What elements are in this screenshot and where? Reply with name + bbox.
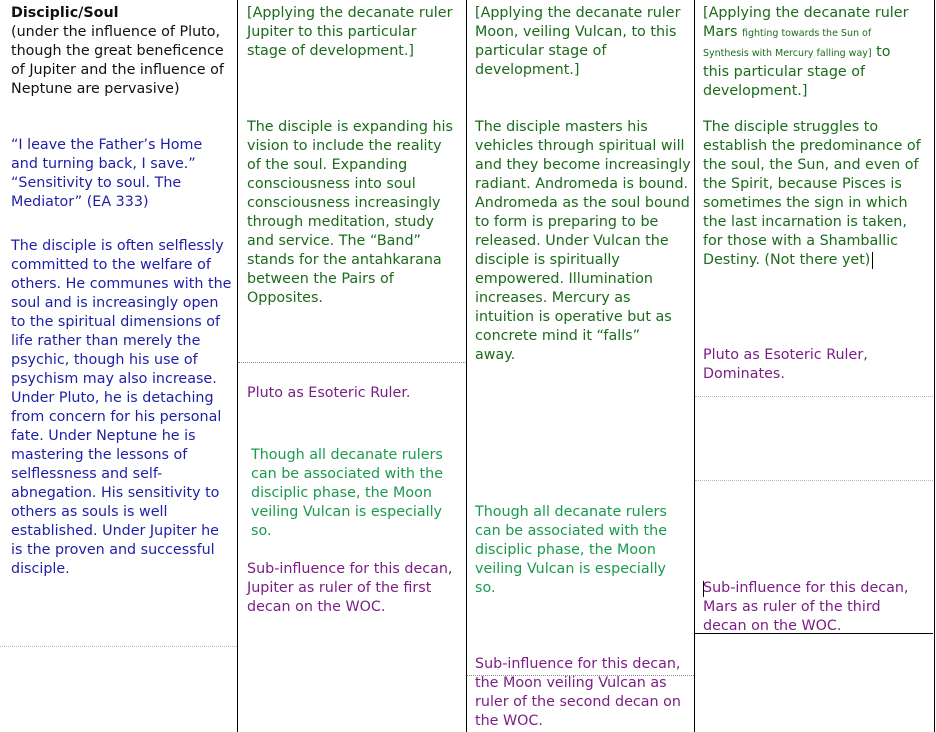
col2-note-line: Though all decanate rulers xyxy=(251,447,443,463)
col2-body-line: consciousness increasingly xyxy=(247,195,441,211)
table-right-border xyxy=(934,0,935,732)
col1-quote xyxy=(11,136,202,212)
col4-sub-line: Mars as ruler of the third xyxy=(703,599,881,615)
col1-body-line: is the proven and successful xyxy=(11,542,215,558)
col2-body-line: vision to include the reality xyxy=(247,138,442,154)
col1-quote-line: “Sensitivity to soul. The xyxy=(11,175,182,191)
cell-divider xyxy=(0,646,237,647)
col1-subtitle-line: Neptune are pervasive) xyxy=(11,81,180,97)
text-cursor xyxy=(703,581,704,597)
col3-body-line: released. Under Vulcan the xyxy=(475,233,669,249)
col2-body-line: The disciple is expanding his xyxy=(247,119,453,135)
col2-header xyxy=(247,4,452,61)
col3-note xyxy=(475,503,667,598)
col2-header-line: [Applying the decanate ruler xyxy=(247,5,453,21)
col1-subtitle-line: of Jupiter and the influence of xyxy=(11,62,224,78)
col2-sub-influence xyxy=(247,560,452,617)
col3-header-line: [Applying the decanate ruler xyxy=(475,5,681,21)
col2-esoteric-ruler xyxy=(247,384,410,403)
col1-body-line: abnegation. His sensitivity to xyxy=(11,485,220,501)
column-divider xyxy=(466,0,467,732)
col4-body xyxy=(703,118,921,270)
col2-body-line: between the Pairs of xyxy=(247,271,394,287)
col1-body-line: mastering the lessons of xyxy=(11,447,188,463)
col4-sub-line: decan on the WOC. xyxy=(703,618,842,634)
col1-body-line: others. He communes with the xyxy=(11,276,232,292)
text-cursor xyxy=(872,252,873,269)
col1-subtitle-line: though the great beneficence xyxy=(11,43,224,59)
col2-body-line: of the soul. Expanding xyxy=(247,157,408,173)
col1-body-line: committed to the welfare of xyxy=(11,257,211,273)
col2-note-line: veiling Vulcan is especially xyxy=(251,504,443,520)
col3-body-line: and they become increasingly xyxy=(475,157,691,173)
col2-body-line: stands for the antahkarana xyxy=(247,252,442,268)
col4-header-line xyxy=(703,23,908,43)
col4-body-line: the last incarnation is taken, xyxy=(703,214,907,230)
cell-divider xyxy=(238,362,466,363)
col1-title: Disciplic/Soul xyxy=(11,5,119,21)
col1-quote-line: and turning back, I save.” xyxy=(11,156,196,172)
col3-body xyxy=(475,118,691,365)
col4-header-line xyxy=(703,43,908,63)
col1-body-line: psychic, though his use of xyxy=(11,352,198,368)
col4-sub-influence xyxy=(703,579,908,636)
col3-body-line: increases. Mercury as xyxy=(475,290,631,306)
col1-body-line: to the spiritual dimensions of xyxy=(11,314,221,330)
col4-esoteric-line: Pluto as Esoteric Ruler, xyxy=(703,347,868,363)
col3-note-line: veiling Vulcan is especially xyxy=(475,561,667,577)
col1-body-line: selflessness and self- xyxy=(11,466,163,482)
col3-body-line: to form is preparing to be xyxy=(475,214,659,230)
col1-heading xyxy=(11,4,224,99)
col3-header-line: development.] xyxy=(475,62,580,78)
cell-divider xyxy=(695,480,933,481)
col3-body-line: concrete mind it “falls” xyxy=(475,328,641,344)
col4-header-mars: Mars xyxy=(703,24,738,40)
col4-body-line: Destiny. (Not there yet) xyxy=(703,252,871,268)
col3-note-line: Though all decanate rulers xyxy=(475,504,667,520)
column-divider xyxy=(237,0,238,732)
cell-divider xyxy=(695,396,933,397)
col2-note xyxy=(251,446,443,541)
col3-sub-influence xyxy=(475,655,681,731)
col1-body-line: established. Under Jupiter he xyxy=(11,523,219,539)
col1-body xyxy=(11,237,231,579)
col2-body-line: Opposites. xyxy=(247,290,323,306)
col4-header-line: this particular stage of xyxy=(703,64,866,80)
col3-note-line: can be associated with the xyxy=(475,523,668,539)
col3-note-line: disciplic phase, the Moon xyxy=(475,542,656,558)
col2-header-line: stage of development.] xyxy=(247,43,414,59)
col2-body xyxy=(247,118,453,308)
col3-body-line: radiant. Andromeda is bound. xyxy=(475,176,689,192)
col1-body-line: The disciple is often selflessly xyxy=(11,238,224,254)
col1-body-line: Under Pluto, he is detaching xyxy=(11,390,214,406)
col3-body-line: empowered. Illumination xyxy=(475,271,653,287)
col4-body-line: for those with a Shamballic xyxy=(703,233,899,249)
col2-header-line: Jupiter to this particular xyxy=(247,24,417,40)
col4-body-line: establish the predominance of xyxy=(703,138,921,154)
col4-sub-line: Sub-influence for this decan, xyxy=(703,580,909,596)
col4-body-line: sometimes the sign in which xyxy=(703,195,908,211)
col3-body-line: disciple is spiritually xyxy=(475,252,620,268)
col3-body-line: Andromeda as the soul bound xyxy=(475,195,690,211)
col3-sub-line: the Moon veiling Vulcan as xyxy=(475,675,667,691)
col2-note-line: disciplic phase, the Moon xyxy=(251,485,432,501)
col2-sub-line: Jupiter as ruler of the first xyxy=(247,580,432,596)
col2-note-line: can be associated with the xyxy=(251,466,444,482)
col4-body-line: the soul, the Sun, and even of xyxy=(703,157,919,173)
col3-sub-line: ruler of the second decan on xyxy=(475,694,681,710)
col2-sub-line: Sub-influence for this decan, xyxy=(247,561,453,577)
col2-body-line: through meditation, study xyxy=(247,214,434,230)
col1-body-line: psychism may also increase. xyxy=(11,371,217,387)
col3-sub-line: the WOC. xyxy=(475,713,543,729)
col3-body-line: vehicles through spiritual will xyxy=(475,138,685,154)
col2-body-line: and service. The “Band” xyxy=(247,233,421,249)
col4-header-small: fighting towards the Sun of xyxy=(741,28,872,39)
col1-body-line: others as souls is well xyxy=(11,504,168,520)
col3-body-line: intuition is operative but as xyxy=(475,309,672,325)
col1-subtitle-line: (under the influence of Pluto, xyxy=(11,24,221,40)
col4-body-line: the Spirit, because Pisces is xyxy=(703,176,902,192)
col3-body-line: away. xyxy=(475,347,516,363)
col4-body-line: The disciple struggles to xyxy=(703,119,879,135)
col4-header-line: development.] xyxy=(703,83,808,99)
col4-header-to: to xyxy=(876,44,891,60)
col1-body-line: fate. Under Neptune he is xyxy=(11,428,196,444)
col1-quote-line: Mediator” (EA 333) xyxy=(11,194,149,210)
col3-body-line: The disciple masters his xyxy=(475,119,648,135)
col1-quote-line: “I leave the Father’s Home xyxy=(11,137,203,153)
col2-sub-line: decan on the WOC. xyxy=(247,599,386,615)
col4-esoteric-line: Dominates. xyxy=(703,366,785,382)
col3-sub-line: Sub-influence for this decan, xyxy=(475,656,681,672)
col1-body-line: life rather than merely the xyxy=(11,333,201,349)
col2-esoteric-line: Pluto as Esoteric Ruler. xyxy=(247,385,411,401)
col3-header xyxy=(475,4,680,80)
col3-note-line: so. xyxy=(475,580,496,596)
col1-body-line: soul and is increasingly open xyxy=(11,295,219,311)
col2-body-line: consciousness into soul xyxy=(247,176,416,192)
col2-note-line: so. xyxy=(251,523,272,539)
col4-esoteric-ruler xyxy=(703,346,868,384)
col4-header-line: [Applying the decanate ruler xyxy=(703,5,909,21)
col4-header xyxy=(703,4,908,101)
col3-header-line: Moon, veiling Vulcan, to this xyxy=(475,24,677,40)
col4-header-small: Synthesis with Mercury falling way] xyxy=(703,48,872,59)
col1-body-line: disciple. xyxy=(11,561,70,577)
column-divider xyxy=(694,0,695,732)
col1-body-line: from concern for his personal xyxy=(11,409,222,425)
col3-header-line: particular stage of xyxy=(475,43,607,59)
